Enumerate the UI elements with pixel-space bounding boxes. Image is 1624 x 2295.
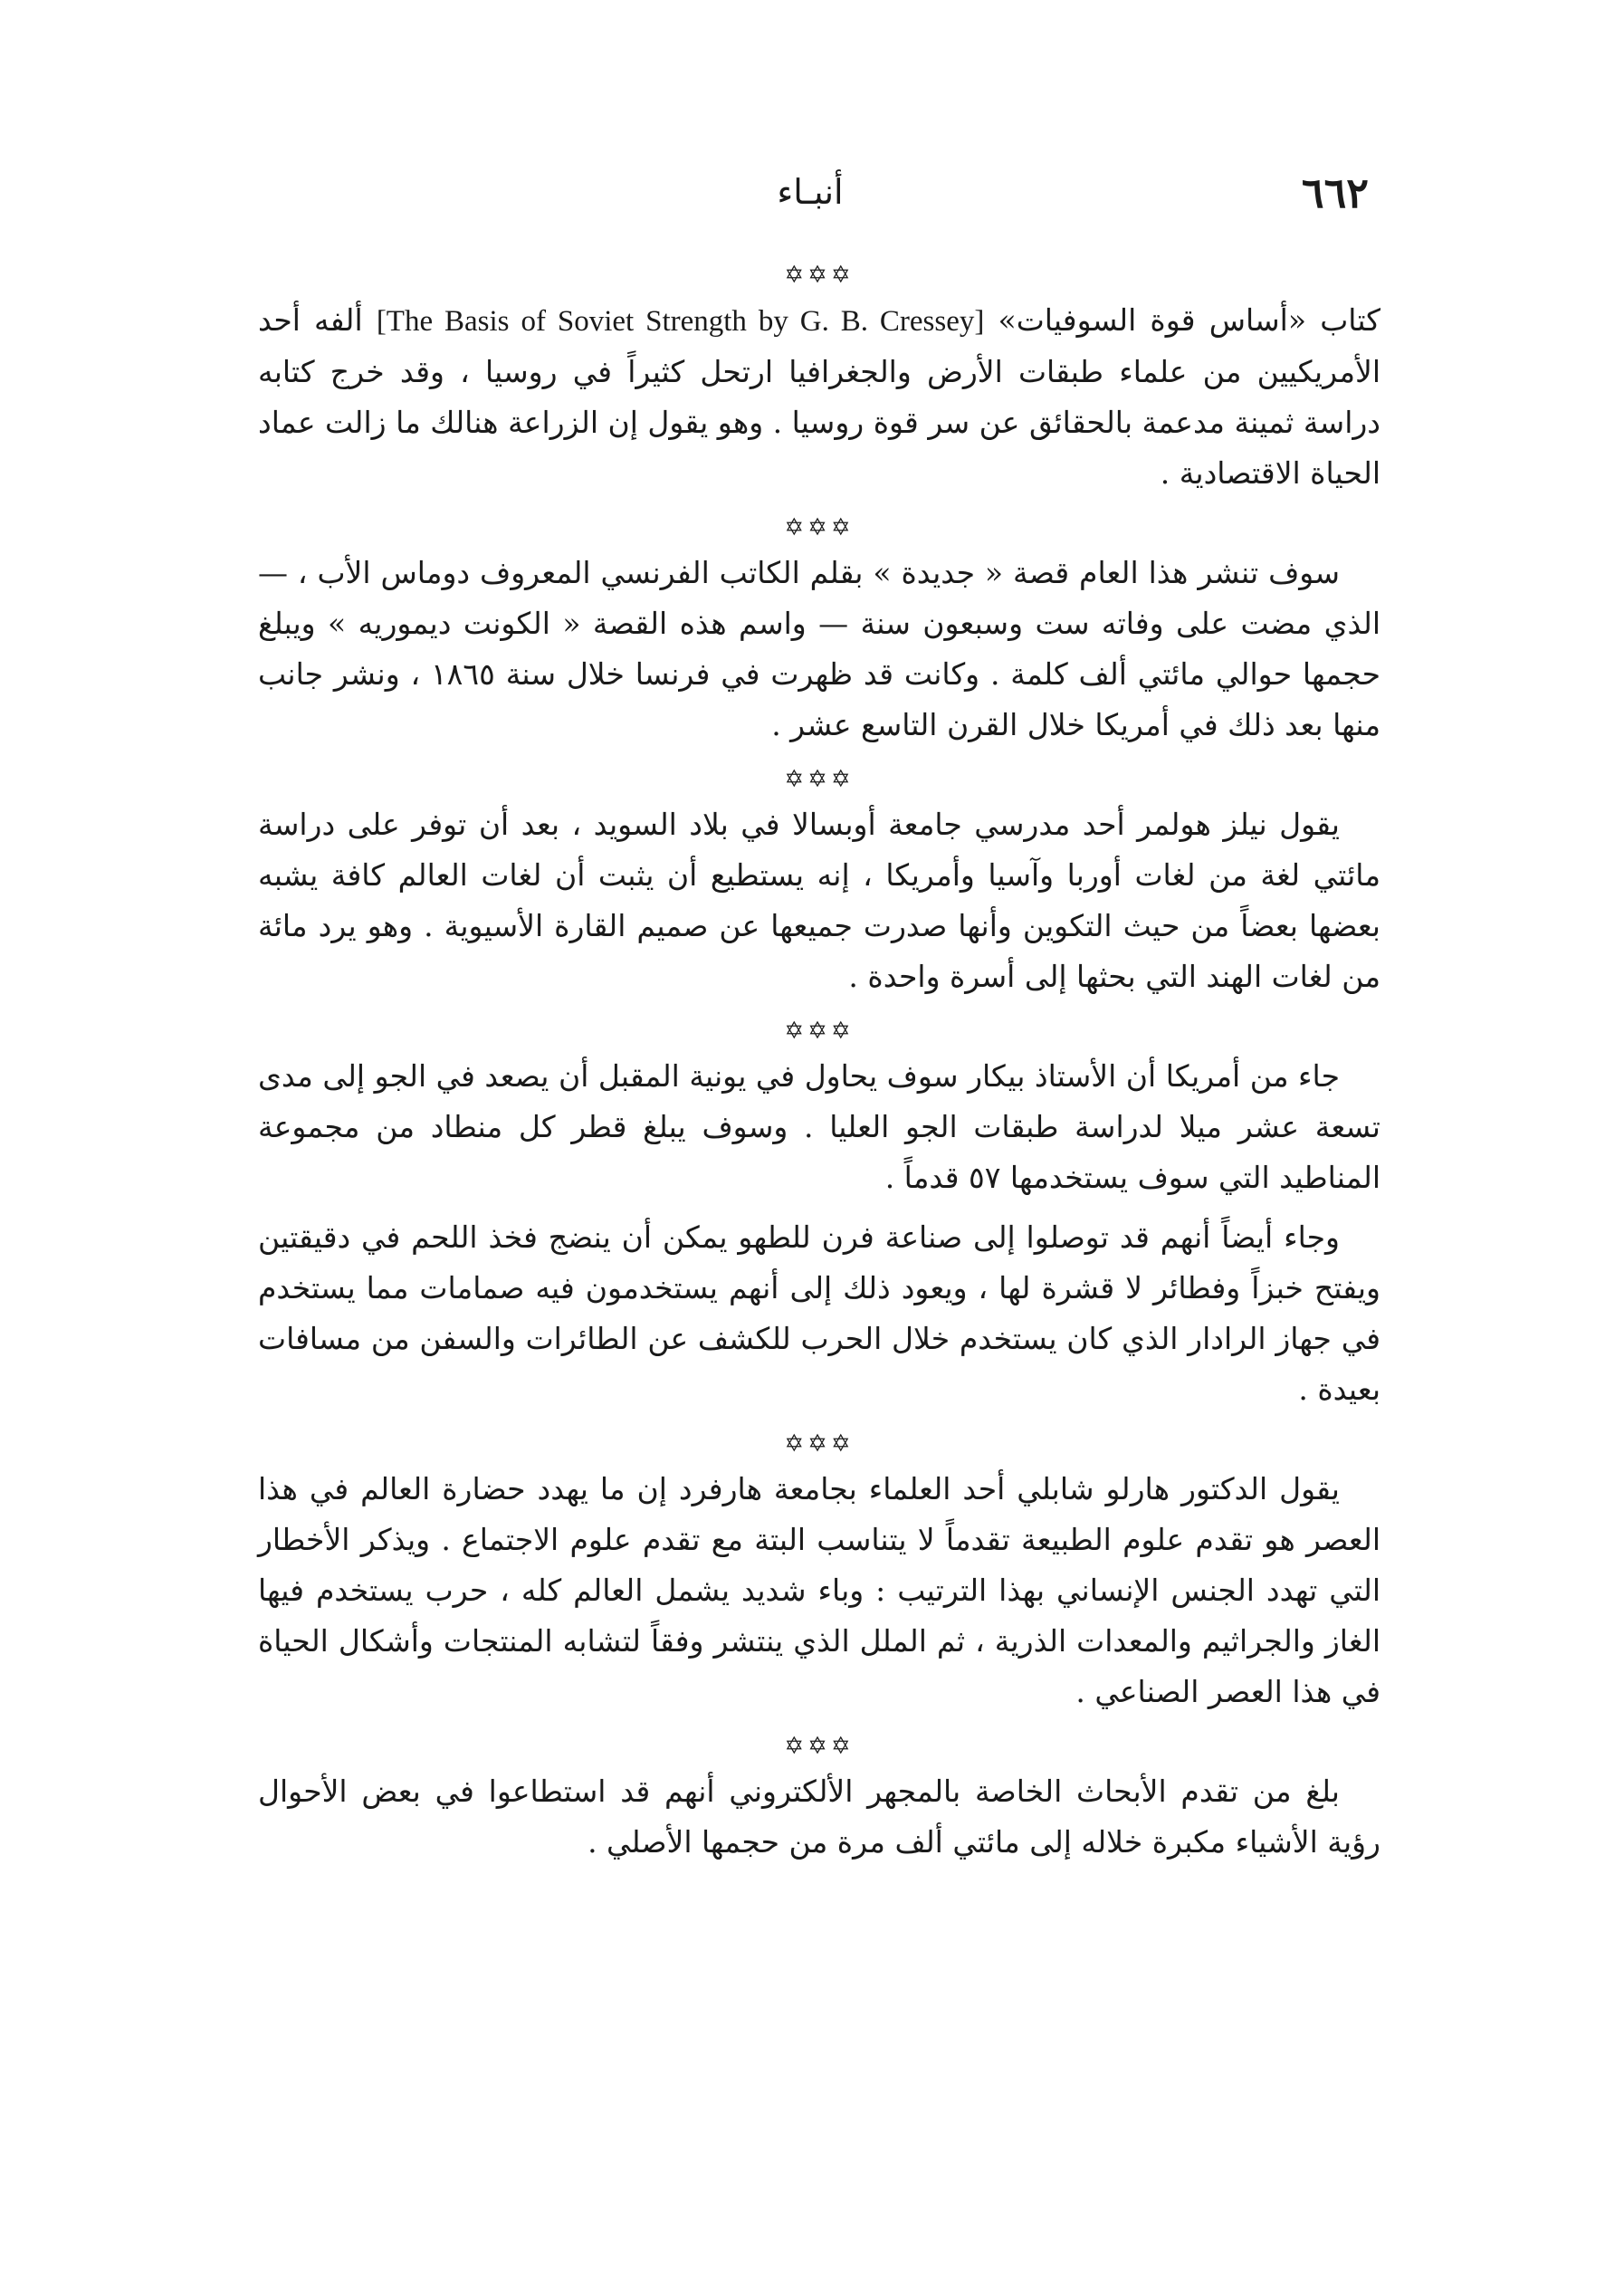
news-item-dumas: سوف تنشر هذا العام قصة « جديدة » بقلم الكاتب الفرنسي المعروف دوماس الأب ، — الذي مضت على وفاته ست وسبعون سنة — واسم هذه القصة « الكونت ديموريه » ويبلغ حجمها حوالي مائتي ألف كلمة . وكانت قد ظهرت في فرنسا خلال سنة ١٨٦٥ ، ونشر جانب منها بعد ذلك في أمريكا خلال القرن التاسع عشر . [258,555,1380,742]
news-item-piccard: جاء من أمريكا أن الأستاذ بيكار سوف يحاول في يونية المقبل أن يصعد في الجو إلى مدى تسعة عشر ميلا لدراسة طبقات الجو العليا . وسوف يبلغ قطر كل منطاد من مجموعة المناطيد التي سوف يستخدمها ٥٧ قدماً . [258,1058,1380,1195]
news-item-shapley: يقول الدكتور هارلو شابلي أحد العلماء بجامعة هارفرد إن ما يهدد حضارة العالم في هذا العصر هو تقدم علوم الطبيعة تقدماً لا يتناسب البتة مع تقدم علوم الاجتماع . ويذكر الأخطار التي تهدد الجنس الإنساني بهذا الترتيب : وباء شديد يشمل العالم كله ، حرب يستخدم فيها الغاز والجراثيم والمعدات الذرية ، ثم الملل الذي ينتشر وفقاً لتشابه المنتجات وأشكال الحياة في هذا العصر الصناعي . [258,1471,1380,1709]
section-separator: ✡✡✡ [784,262,855,289]
page-number: ٦٦٢ [1301,168,1369,217]
news-item-soviet-strength [258,295,1380,499]
book-title-latin: [The Basis of Soviet Strength by G. B. Cressey] [376,305,985,338]
news-item-text: ألفه أحد الأمريكيين من علماء طبقات الأرض والجغرافيا ارتحل كثيراً في روسيا ، وقد خرج كتابه دراسة ثمينة مدعمة بالحقائق عن سر قوة روسيا . وهو يقول إن الزراعة هنالك ما زالت عماد الحياة الاقتصادية . [258,302,1380,491]
book-title-arabic: كتاب «أساس قوة السوفيات» [984,302,1380,338]
news-item-languages: يقول نيلز هولمر أحد مدرسي جامعة أوبسالا في بلاد السويد ، بعد أن توفر على دراسة مائتي لغة من لغات أوربا وآسيا وأمريكا ، إنه يستطيع أن يثبت أن لغات العالم كافة يشبه بعضها بعضاً من حيث التكوين وأنها صدرت جميعها عن صميم القارة الأسيوية . وهو يرد مائة من لغات الهند التي بحثها إلى أسرة واحدة . [258,807,1380,994]
news-item-oven: وجاء أيضاً أنهم قد توصلوا إلى صناعة فرن للطهو يمكن أن ينضج فخذ اللحم في دقيقتين ويفتح خبزاً وفطائر لا قشرة لها ، ويعود ذلك إلى أنهم يستخدمون فيه صمامات مما يستخدم في جهاز الرادار الذي كان يستخدم خلال الحرب للكشف عن الطائرات والسفن من مسافات بعيدة . [258,1219,1380,1407]
news-item-electron-microscope: بلغ من تقدم الأبحاث الخاصة بالمجهر الألكتروني أنهم قد استطاعوا في بعض الأحوال رؤية الأشياء مكبرة خلاله إلى مائتي ألف مرة من حجمها الأصلي . [258,1774,1380,1860]
article-body [258,255,1380,1877]
section-separator: ✡✡✡ [784,1018,855,1045]
section-separator: ✡✡✡ [784,1733,855,1760]
section-separator: ✡✡✡ [784,514,855,541]
running-header-title: أنبـاء [777,172,844,212]
section-separator: ✡✡✡ [784,1430,855,1458]
section-separator: ✡✡✡ [784,766,855,793]
